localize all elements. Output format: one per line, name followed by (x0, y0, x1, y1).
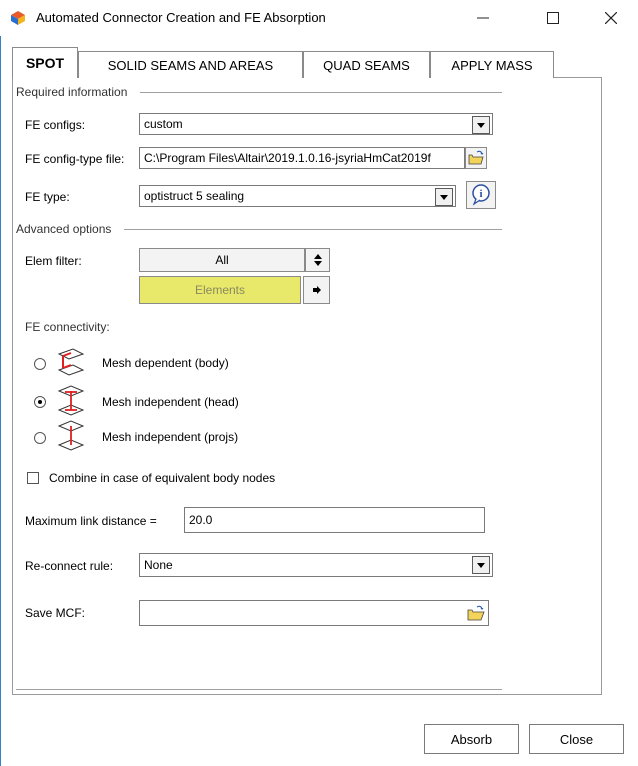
elem-filter-selector[interactable]: All (139, 248, 305, 272)
close-button[interactable]: Close (529, 724, 624, 754)
reconnect-rule-value: None (144, 558, 173, 572)
group-divider (140, 92, 502, 93)
mesh-independent-projs-icon (57, 420, 85, 452)
fe-type-label: FE type: (25, 190, 70, 204)
app-logo-icon (10, 10, 26, 26)
reconnect-rule-dropdown[interactable] (139, 553, 493, 577)
close-icon (605, 12, 617, 24)
window-title: Automated Connector Creation and FE Absorption (36, 10, 326, 25)
fe-configs-label: FE configs: (25, 118, 86, 132)
fe-configs-value: custom (144, 117, 183, 131)
elem-filter-toggle[interactable] (305, 248, 330, 272)
tab-apply-mass[interactable]: APPLY MASS (430, 51, 554, 78)
fe-type-dropdown[interactable] (139, 185, 456, 207)
radio-mesh-independent-head[interactable] (34, 396, 46, 408)
radio-mesh-independent-projs[interactable] (34, 432, 46, 444)
advanced-options-label: Advanced options (16, 222, 112, 236)
fe-config-type-file-input[interactable] (139, 147, 465, 169)
close-window-button[interactable] (588, 0, 634, 36)
fe-connectivity-label: FE connectivity: (25, 320, 110, 334)
absorb-button[interactable]: Absorb (424, 724, 519, 754)
combine-label: Combine in case of equivalent body nodes (49, 471, 276, 485)
chevron-down-icon (472, 556, 490, 574)
svg-text:i: i (479, 188, 483, 200)
max-link-distance-value: 20.0 (189, 513, 213, 527)
minimize-icon (477, 12, 489, 24)
chevron-down-icon (472, 116, 490, 134)
bottom-divider (16, 689, 502, 690)
fe-configs-dropdown[interactable] (139, 113, 493, 135)
reconnect-rule-label: Re-connect rule: (25, 559, 114, 573)
connectivity-option-label: Mesh dependent (body) (102, 356, 229, 370)
save-mcf-label: Save MCF: (25, 606, 86, 620)
radio-mesh-dependent-body[interactable] (34, 358, 46, 370)
mesh-dependent-body-icon (57, 348, 85, 378)
tab-quad-seams[interactable]: QUAD SEAMS (303, 51, 430, 78)
tab-spot[interactable]: SPOT (12, 47, 78, 78)
up-down-arrow-icon (313, 253, 323, 267)
required-info-label: Required information (16, 85, 128, 99)
maximize-button[interactable] (530, 0, 576, 36)
minimize-button[interactable] (460, 0, 506, 36)
connectivity-option-label: Mesh independent (projs) (102, 430, 239, 444)
max-link-distance-label: Maximum link distance = (25, 514, 157, 528)
open-folder-icon[interactable] (465, 147, 487, 169)
max-link-distance-input[interactable] (184, 507, 485, 533)
tab-solid-seams[interactable]: SOLID SEAMS AND AREAS (78, 51, 303, 78)
maximize-icon (547, 12, 559, 24)
chevron-down-icon (435, 188, 453, 206)
group-divider (124, 229, 502, 230)
mesh-independent-head-icon (57, 385, 85, 417)
fe-config-type-file-label: FE config-type file: (25, 152, 125, 166)
combine-checkbox[interactable] (27, 472, 39, 484)
reset-arrows-icon (312, 285, 322, 295)
connectivity-option-label: Mesh independent (head) (102, 395, 239, 409)
fe-config-type-file-value: C:\Program Files\Altair\2019.1.0.16-jsyriaHmCat2019f (144, 151, 431, 165)
info-icon[interactable] (466, 181, 496, 209)
open-folder-icon[interactable] (466, 603, 486, 623)
window-frame-left (0, 36, 1, 766)
elem-filter-label: Elem filter: (25, 254, 82, 268)
save-mcf-input[interactable] (139, 600, 489, 626)
elements-button[interactable]: Elements (139, 276, 301, 304)
elements-reset-button[interactable] (303, 276, 330, 304)
fe-type-value: optistruct 5 sealing (144, 189, 245, 203)
